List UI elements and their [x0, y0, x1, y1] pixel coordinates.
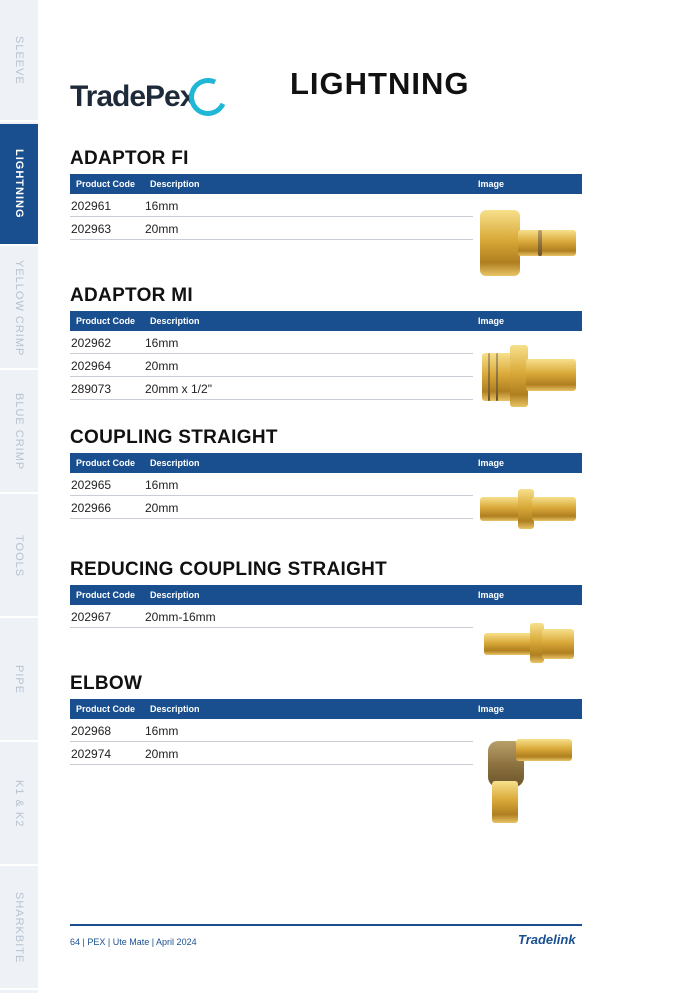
- coupling-straight-fitting-icon: [478, 487, 578, 531]
- table-row: 202964 20mm: [70, 354, 473, 377]
- side-tab-tools[interactable]: TOOLS: [0, 496, 38, 618]
- table-row: 202963 20mm: [70, 217, 473, 240]
- section-title: REDUCING COUPLING STRAIGHT: [70, 559, 388, 580]
- table-row: 202962 16mm: [70, 331, 473, 354]
- table-header: Product Code Description Image: [70, 699, 582, 719]
- table-header: Product Code Description Image: [70, 453, 582, 473]
- adaptor-fi-fitting-icon: [478, 206, 578, 281]
- side-tab-k1-k2[interactable]: K1 & K2: [0, 744, 38, 866]
- side-tab-yellow-crimp[interactable]: YELLOW CRIMP: [0, 248, 38, 370]
- section-title: ADAPTOR MI: [70, 285, 193, 306]
- side-tab-sharkbite[interactable]: SHARKBITE: [0, 868, 38, 990]
- side-tab-nav: [0, 0, 38, 993]
- section-adaptor-fi: [70, 148, 582, 240]
- table-row: 202967 20mm-16mm: [70, 605, 473, 628]
- table-row: 202961 16mm: [70, 194, 473, 217]
- section-title: ELBOW: [70, 673, 143, 694]
- elbow-fitting-icon: [486, 731, 576, 825]
- page-title: LIGHTNING: [290, 66, 470, 101]
- tradelink-logo: Tradelink: [518, 932, 576, 947]
- footer-text: 64 | PEX | Ute Mate | April 2024: [70, 937, 197, 947]
- tradepex-logo: TradePex: [70, 72, 227, 122]
- table-row: 289073 20mm x 1/2": [70, 377, 473, 400]
- section-elbow: [70, 673, 582, 765]
- table-header: Product Code Description Image: [70, 311, 582, 331]
- table-header: Product Code Description Image: [70, 585, 582, 605]
- table-row: 202974 20mm: [70, 742, 473, 765]
- side-tab-pipe[interactable]: PIPE: [0, 620, 38, 742]
- section-title: ADAPTOR FI: [70, 148, 189, 169]
- table-header: Product Code Description Image: [70, 174, 582, 194]
- table-row: 202965 16mm: [70, 473, 473, 496]
- table-row: 202966 20mm: [70, 496, 473, 519]
- section-adaptor-mi: [70, 285, 582, 400]
- reducing-coupling-fitting-icon: [482, 619, 578, 667]
- adaptor-mi-fitting-icon: [478, 345, 578, 407]
- footer-divider: [70, 924, 582, 926]
- side-tab-blue-crimp[interactable]: BLUE CRIMP: [0, 372, 38, 494]
- table-row: 202968 16mm: [70, 719, 473, 742]
- side-tab-sleeve[interactable]: SLEEVE: [0, 0, 38, 122]
- side-tab-lightning[interactable]: LIGHTNING: [0, 124, 38, 246]
- section-coupling-straight: [70, 427, 582, 519]
- section-title: COUPLING STRAIGHT: [70, 427, 278, 448]
- section-reducing-coupling-straight: [70, 559, 582, 628]
